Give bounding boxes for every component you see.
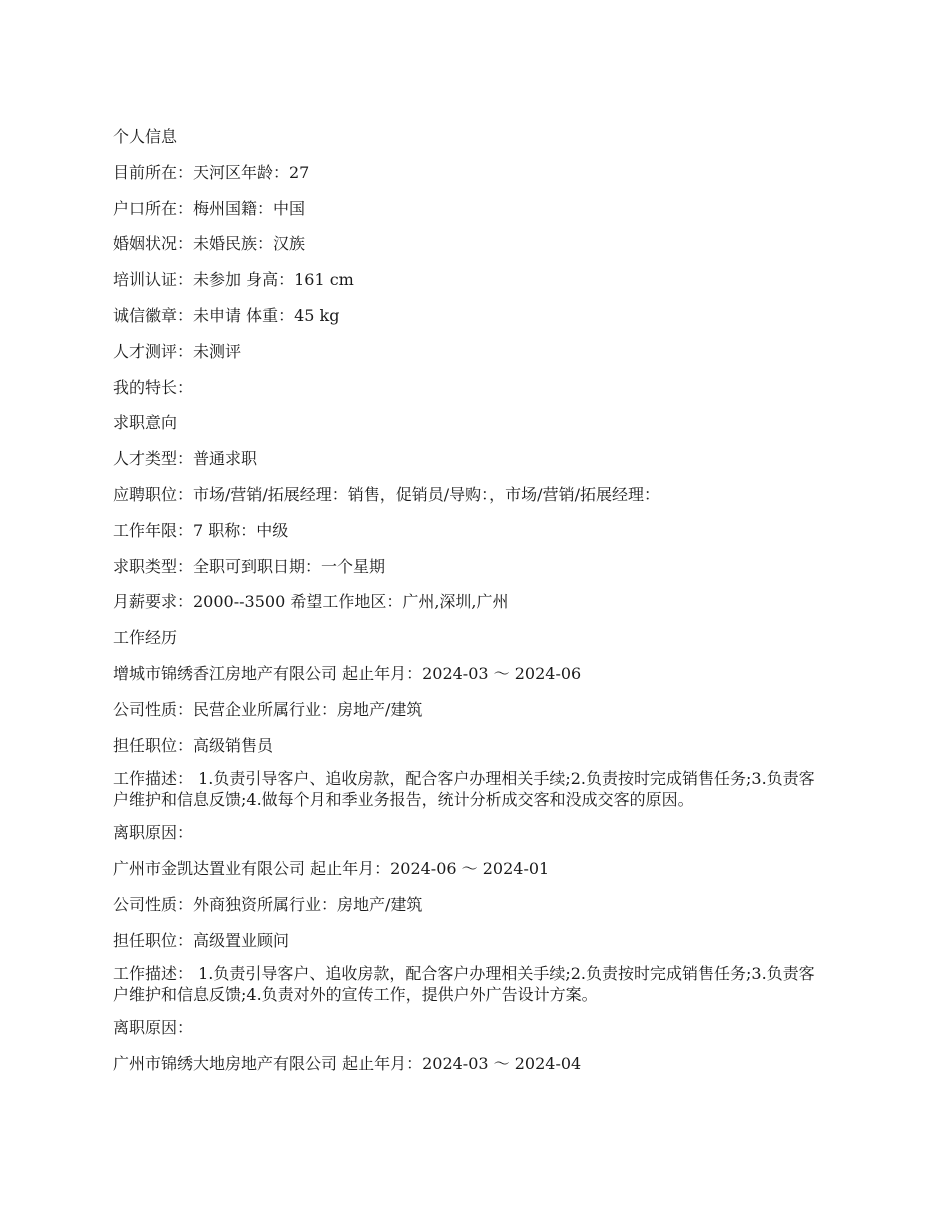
job-3-company-period: 广州市锦绣大地房地产有限公司 起止年月：2024-03 ～ 2024-04 xyxy=(113,1053,582,1073)
resume-document xyxy=(113,124,825,1087)
job-1-leaving-reason: 离职原因： xyxy=(113,823,194,843)
job-type-available-date: 求职类型：全职可到职日期：一个星期 xyxy=(113,556,386,576)
job-1-company-type-industry: 公司性质：民营企业所属行业：房地产/建筑 xyxy=(113,699,423,719)
integrity-badge-weight: 诚信徽章：未申请 体重：45 kg xyxy=(113,305,340,325)
section-title-job-intention: 求职意向 xyxy=(113,413,178,433)
current-location-age: 目前所在：天河区年龄：27 xyxy=(113,162,310,182)
my-strengths: 我的特长： xyxy=(113,377,194,397)
job-1-company-period: 增城市锦绣香江房地产有限公司 起止年月：2024-03 ～ 2024-06 xyxy=(113,663,582,683)
hukou-nationality: 户口所在：梅州国籍：中国 xyxy=(113,198,306,218)
talent-type: 人才类型：普通求职 xyxy=(113,449,258,469)
talent-assessment: 人才测评：未测评 xyxy=(113,341,242,361)
section-title-work-experience: 工作经历 xyxy=(113,628,178,648)
section-title-personal-info: 个人信息 xyxy=(113,127,178,146)
work-years-title: 工作年限：7 职称：中级 xyxy=(113,520,289,540)
salary-work-region: 月薪要求：2000--3500 希望工作地区：广州,深圳,广州 xyxy=(113,592,509,612)
training-height: 培训认证：未参加 身高：161 cm xyxy=(113,270,354,290)
marital-status-ethnicity: 婚姻状况：未婚民族：汉族 xyxy=(113,234,306,254)
job-2-description: 工作描述： 1.负责引导客户、追收房款，配合客户办理相关手续;2.负责按时完成销售任务;3.负责客户维护和信息反馈;4.负责对外的宣传工作，提供户外广告设计方案。 xyxy=(113,964,815,1005)
job-1-description: 工作描述： 1.负责引导客户、追收房款，配合客户办理相关手续;2.负责按时完成销售任务;3.负责客户维护和信息反馈;4.做每个月和季业务报告，统计分析成交客和没成交客的原因。 xyxy=(113,769,815,810)
job-2-position: 担任职位：高级置业顾问 xyxy=(113,930,290,950)
job-2-company-type-industry: 公司性质：外商独资所属行业：房地产/建筑 xyxy=(113,894,423,914)
applied-positions: 应聘职位：市场/营销/拓展经理：销售，促销员/导购：，市场/营销/拓展经理： xyxy=(113,484,660,504)
job-2-company-period: 广州市金凯达置业有限公司 起止年月：2024-06 ～ 2024-01 xyxy=(113,858,550,878)
job-1-position: 担任职位：高级销售员 xyxy=(113,735,274,755)
job-2-leaving-reason: 离职原因： xyxy=(113,1018,194,1038)
